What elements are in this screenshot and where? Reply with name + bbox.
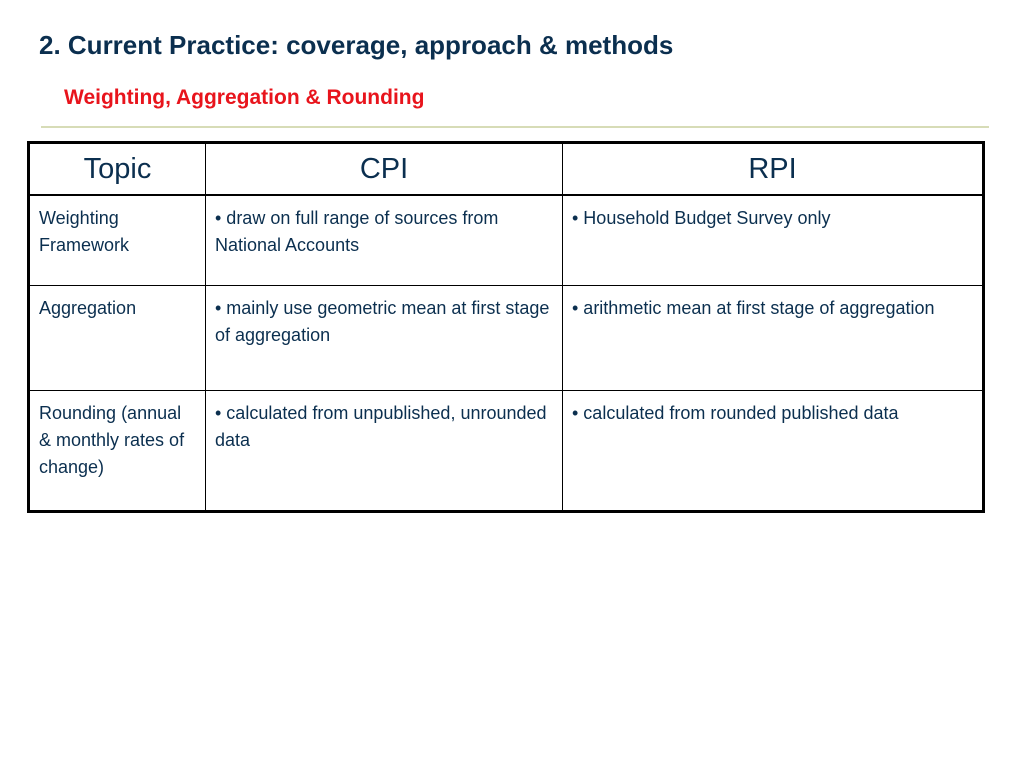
table-row <box>29 195 984 286</box>
topic-cell: Weighting Framework <box>29 195 206 286</box>
header-cpi: CPI <box>206 143 563 196</box>
cpi-cell: • calculated from unpublished, unrounded data <box>206 391 563 512</box>
title-divider <box>41 126 989 128</box>
header-topic: Topic <box>29 143 206 196</box>
slide-subtitle: Weighting, Aggregation & Rounding <box>64 86 425 109</box>
rpi-cell: • arithmetic mean at first stage of aggregation <box>563 286 984 391</box>
cpi-cell: • draw on full range of sources from National Accounts <box>206 195 563 286</box>
table-row <box>29 286 984 391</box>
header-rpi: RPI <box>563 143 984 196</box>
rpi-cell: • Household Budget Survey only <box>563 195 984 286</box>
cpi-cell: • mainly use geometric mean at first stage of aggregation <box>206 286 563 391</box>
slide-title: 2. Current Practice: coverage, approach & methods <box>39 30 674 60</box>
rpi-cell: • calculated from rounded published data <box>563 391 984 512</box>
table-header-row <box>29 143 984 196</box>
comparison-table <box>27 141 985 513</box>
topic-cell: Aggregation <box>29 286 206 391</box>
table-row <box>29 391 984 512</box>
topic-cell: Rounding (annual & monthly rates of change) <box>29 391 206 512</box>
